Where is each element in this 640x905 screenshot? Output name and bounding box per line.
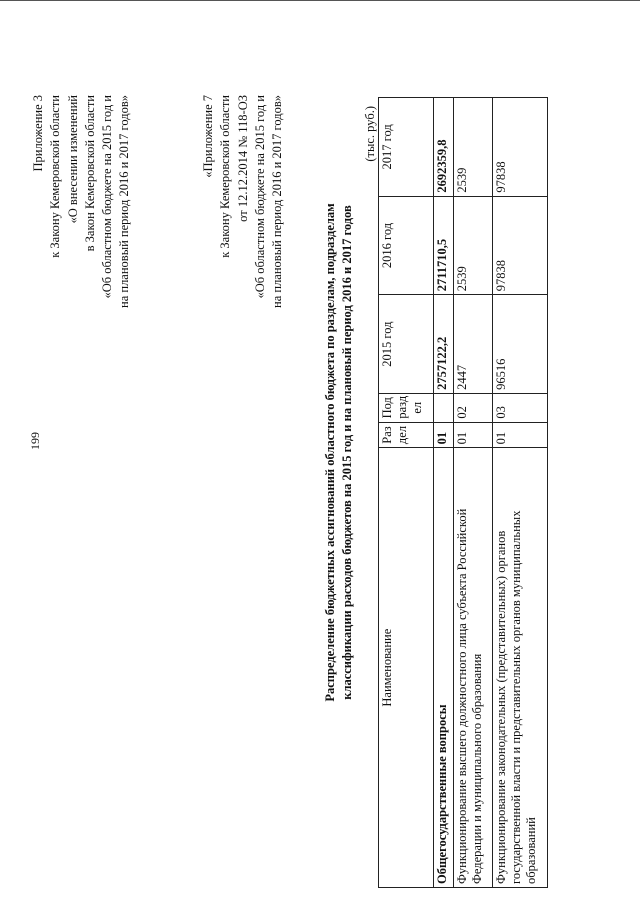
budget-table: [378, 97, 548, 888]
title-line: классификации расходов бюджетов на 2015 год и на плановый период 2016 и 2017 годов: [340, 205, 354, 700]
header-2015: 2015 год: [379, 295, 434, 394]
row-2016: 2711710,5: [434, 196, 454, 295]
row-name: Функционирование законодательных (представительных) органов государственной власти и представительных органов муниципальных образований: [493, 448, 548, 888]
appendix-3-line: в Закон Кемеровской области: [82, 95, 97, 252]
appendix-7-line: от 12.12.2014 № 118-ОЗ: [235, 95, 250, 222]
row-razdel: 01: [493, 422, 548, 448]
row-2015: 2757122,2: [434, 295, 454, 394]
row-podrazdel: [434, 393, 454, 422]
row-2015: 96516: [493, 295, 548, 394]
appendix-3-line: «Об областном бюджете на 2015 год и: [100, 95, 115, 299]
header-2017: 2017 год: [379, 98, 434, 197]
row-name: Общегосударственные вопросы: [434, 448, 454, 888]
row-podrazdel: 02: [454, 393, 493, 422]
row-2016: 2539: [454, 196, 493, 295]
appendix-7-line: «Об областном бюджете на 2015 год и: [252, 95, 267, 299]
header-razdel: Раз дел: [379, 422, 434, 448]
page-number: 199: [28, 432, 42, 450]
appendix-7-line: «Приложение 7: [201, 95, 215, 178]
row-razdel: 01: [454, 422, 493, 448]
table-row: [454, 98, 493, 888]
appendix-7-header: [200, 95, 286, 308]
header-name: Наименование: [379, 448, 434, 888]
row-2017: 2539: [454, 98, 493, 197]
title-line: Распределение бюджетных ассигнований областного бюджета по разделам, подразделам: [323, 203, 337, 702]
unit-label: (тыс. руб.): [363, 106, 377, 162]
row-razdel: 01: [434, 422, 454, 448]
table-header-row: [379, 98, 434, 888]
row-2017: 2692359,8: [434, 98, 454, 197]
appendix-7-line: к Закону Кемеровской области: [218, 95, 233, 258]
row-name: Функционирование высшего должностного лица субъекта Российской Федерации и муниципального образования: [454, 448, 493, 888]
appendix-3-line: на плановый период 2016 и 2017 годов»: [117, 95, 132, 308]
row-2016: 97838: [493, 196, 548, 295]
document-title: [322, 0, 356, 905]
header-2016: 2016 год: [379, 196, 434, 295]
header-podrazdel: Под разд ел: [379, 393, 434, 422]
table-row: [434, 98, 454, 888]
row-2015: 2447: [454, 295, 493, 394]
row-podrazdel: 03: [493, 393, 548, 422]
appendix-7-line: на плановый период 2016 и 2017 годов»: [270, 95, 285, 308]
appendix-3-line: «О внесении изменений: [65, 95, 80, 224]
table-row: [493, 98, 548, 888]
appendix-3-line: к Закону Кемеровской области: [48, 95, 63, 258]
appendix-3-header: [30, 95, 134, 308]
appendix-3-line: Приложение 3: [31, 95, 45, 172]
row-2017: 97838: [493, 98, 548, 197]
